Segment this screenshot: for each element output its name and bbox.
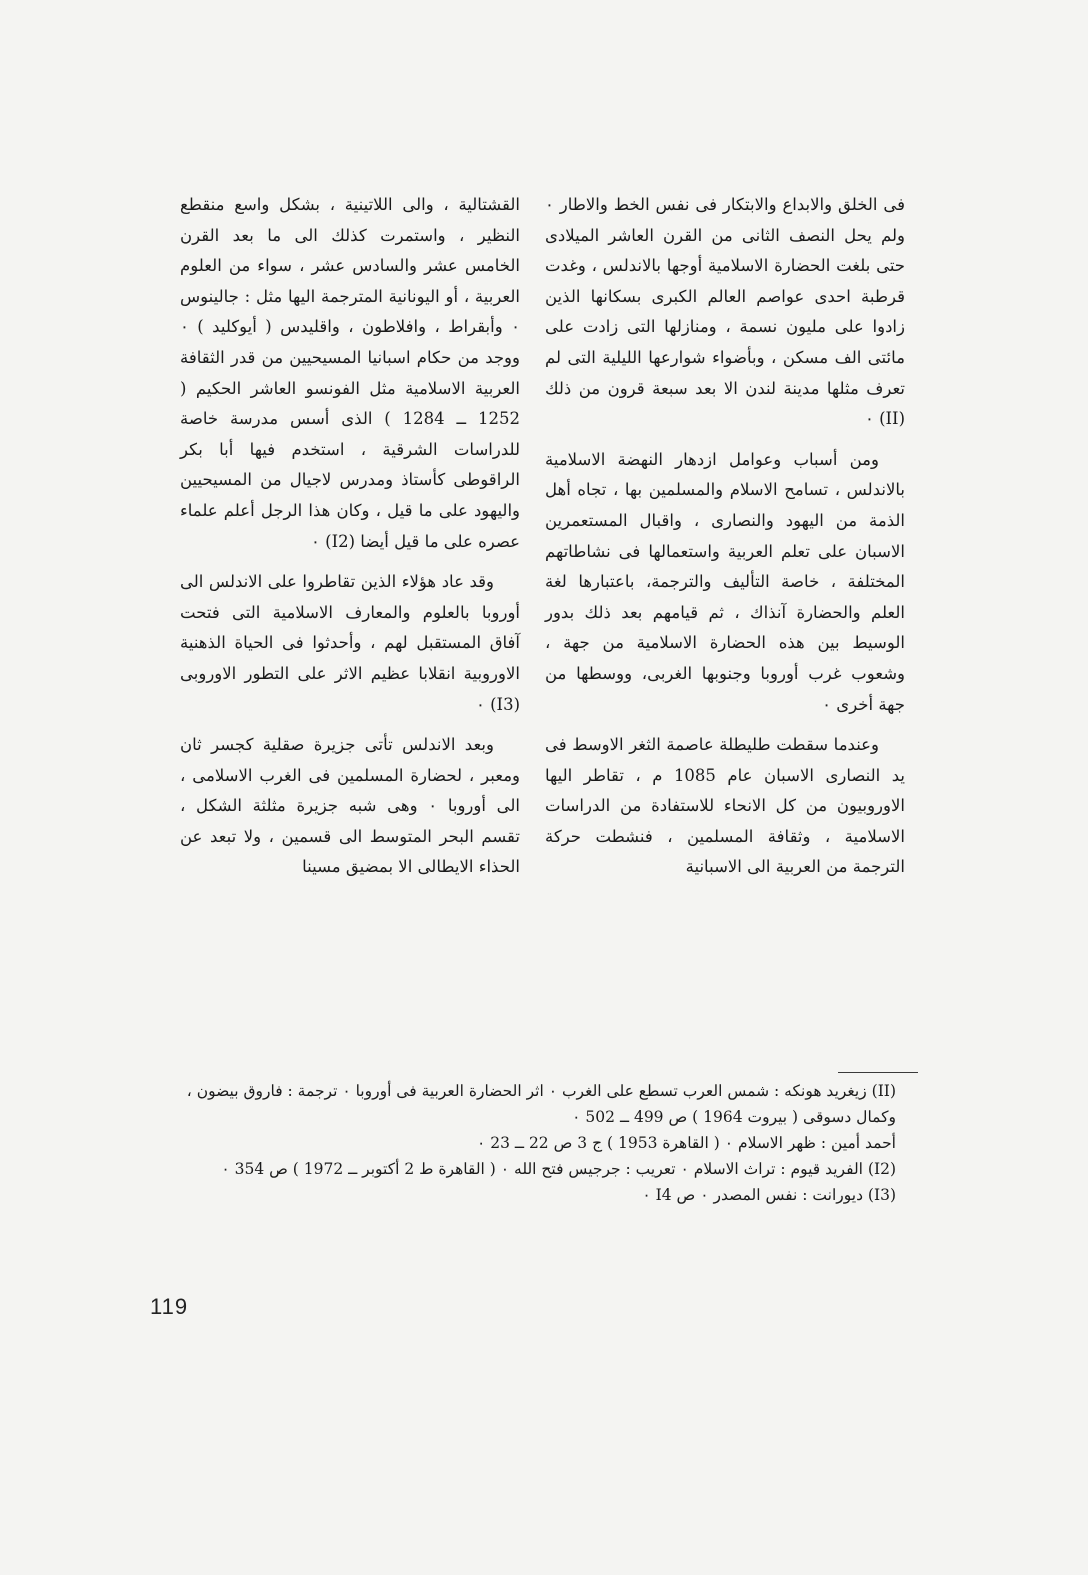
footnote: (I3) ديورانت : نفس المصدر ٠ ص I4 ٠: [642, 1186, 896, 1204]
footnote: (I2) الفريد قيوم : تراث الاسلام ٠ تعريب : جرجيس فتح الله ٠ ( القاهرة ط 2 أكتوبر ــ 1972 ) ص 354 ٠: [221, 1160, 896, 1178]
text-column-left: [180, 190, 520, 883]
text-column-right: [545, 190, 905, 883]
paragraph: وبعد الاندلس تأتى جزيرة صقلية كجسر ثان ومعبر ، لحضارة المسلمين فى الغرب الاسلامى ، الى أوروبا ٠ وهى شبه جزيرة مثلثة الشكل ، تقسم البحر المتوسط الى قسمين ، ولا تبعد عن الحذاء الايطالى الا بمضيق مسينا: [180, 735, 521, 877]
footnotes: [176, 1078, 896, 1208]
footnote: (II) زيغريد هونكه : شمس العرب تسطع على الغرب ٠ اثر الحضارة العربية فى أوروبا ٠ ترجمة : فاروق بيضون ، وكمال دسوقى ( بيروت 1964 ) ص 499 ــ 502 ٠: [186, 1082, 896, 1126]
paragraph: فى الخلق والابداع والابتكار فى نفس الخط والاطار ٠ ولم يحل النصف الثانى من القرن العاشر الميلادى حتى بلغت الحضارة الاسلامية أوجها بالاندلس ، وغدت قرطبة احدى عواصم العالم الكبرى بسكانها الذين زادوا على مليون نسمة ، ومنازلها التى زادت على مائتى الف مسكن ، وبأضواء شوارعها الليلية التى لم تعرف مثلها مدينة لندن الا بعد سبعة قرون من ذلك (II) ٠: [545, 195, 905, 429]
page-number: 119: [150, 1294, 189, 1319]
footnote-separator: [838, 1072, 918, 1073]
paragraph: وعندما سقطت طليطلة عاصمة الثغر الاوسط فى يد النصارى الاسبان عام 1085 م ، تقاطر اليها الاوروبيون من كل الانحاء للاستفادة من الدراسات الاسلامية ، وثقافة المسلمين ، فنشطت حركة الترجمة من العربية الى الاسبانية: [545, 735, 905, 877]
paragraph: القشتالية ، والى اللاتينية ، بشكل واسع منقطع النظير ، واستمرت كذلك الى ما بعد القرن الخامس عشر والسادس عشر ، سواء من العلوم العربية ، أو اليونانية المترجمة اليها مثل : جالينوس ٠ وأبقراط ، وافلاطون ، واقليدس ( أيوكليد ) ٠ ووجد من حكام اسبانيا المسيحيين من قدر الثقافة العربية الاسلامية مثل الفونسو العاشر الحكيم ( 1252 ــ 1284 ) الذى أسس مدرسة خاصة للدراسات الشرقية ، استخدم فيها أبا بكر الراقوطى كأستاذ ومدرس لاجيال من المسيحيين واليهود على ما قيل ، وكان هذا الرجل أعلم علماء عصره على ما قيل أيضا (I2) ٠: [180, 195, 520, 551]
paragraph: وقد عاد هؤلاء الذين تقاطروا على الاندلس الى أوروبا بالعلوم والمعارف الاسلامية التى فتحت آفاق المستقبل لهم ، وأحدثوا فى الحياة الذهنية الاوروبية انقلابا عظيم الاثر على التطور الاوروبى (I3) ٠: [180, 572, 520, 714]
footnote: أحمد أمين : ظهر الاسلام ٠ ( القاهرة 1953 ) ج 3 ص 22 ــ 23 ٠: [477, 1134, 896, 1152]
paragraph: ومن أسباب وعوامل ازدهار النهضة الاسلامية بالاندلس ، تسامح الاسلام والمسلمين بها ، تجاه أهل الذمة من اليهود والنصارى ، واقبال المستعمرين الاسبان على تعلم العربية واستعمالها فى نشاطاتهم المختلفة ، خاصة التأليف والترجمة، باعتبارها لغة العلم والحضارة آنذاك ، ثم قيامهم بعد ذلك بدور الوسيط بين هذه الحضارة الاسلامية من جهة ، وشعوب غرب أوروبا وجنوبها الغربى، ووسطها من جهة أخرى ٠: [545, 449, 905, 714]
